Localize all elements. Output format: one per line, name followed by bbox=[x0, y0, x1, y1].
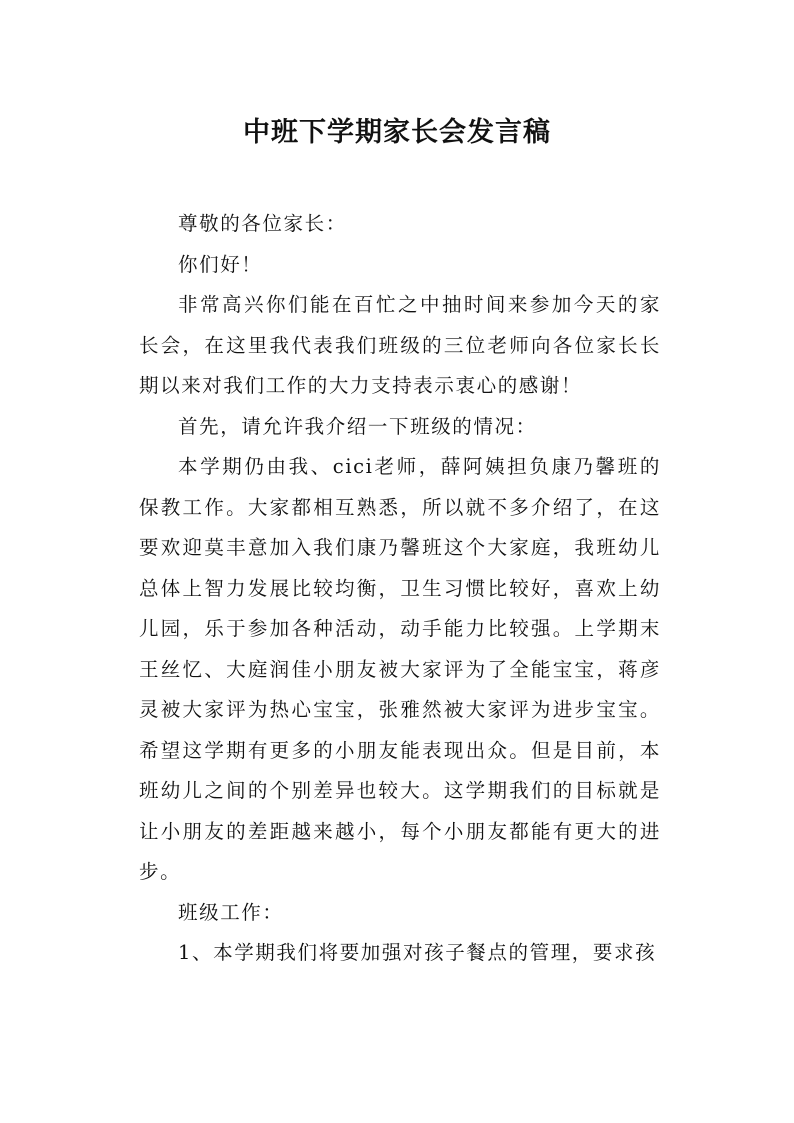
document-title: 中班下学期家长会发言稿 bbox=[243, 117, 551, 148]
paragraph-class-situation: 本学期仍由我、cici老师，薛阿姨担负康乃馨班的保教工作。大家都相互熟悉，所以就不多介绍了，在这要欢迎莫丰意加入我们康乃馨班这个大家庭，我班幼儿总体上智力发展比较均衡，卫生习惯比较好，喜欢上幼儿园，乐于参加各种活动，动手能力比较强。上学期末王丝忆、大庭润佳小朋友被大家评为了全能宝宝，蒋彦灵被大家评为热心宝宝，张雅然被大家评为进步宝宝。希望这学期有更多的小朋友能表现出众。但是目前，本班幼儿之间的个别差异也较大。这学期我们的目标就是让小朋友的差距越来越小，每个小朋友都能有更大的进步。 bbox=[139, 455, 661, 883]
paragraph-salutation: 尊敬的各位家长： bbox=[178, 212, 347, 235]
paragraph-item-1: 1、本学期我们将要加强对孩子餐点的管理，要求孩 bbox=[178, 941, 657, 964]
paragraph-thanks: 非常高兴你们能在百忙之中抽时间来参加今天的家长会，在这里我代表我们班级的三位老师向各位家长长期以来对我们工作的大力支持表示衷心的感谢！ bbox=[139, 293, 661, 397]
paragraph-class-work-heading: 班级工作： bbox=[178, 900, 284, 924]
paragraph-intro: 首先，请允许我介绍一下班级的情况： bbox=[178, 414, 537, 438]
paragraph-greeting: 你们好！ bbox=[178, 252, 263, 276]
document-body bbox=[139, 204, 661, 974]
